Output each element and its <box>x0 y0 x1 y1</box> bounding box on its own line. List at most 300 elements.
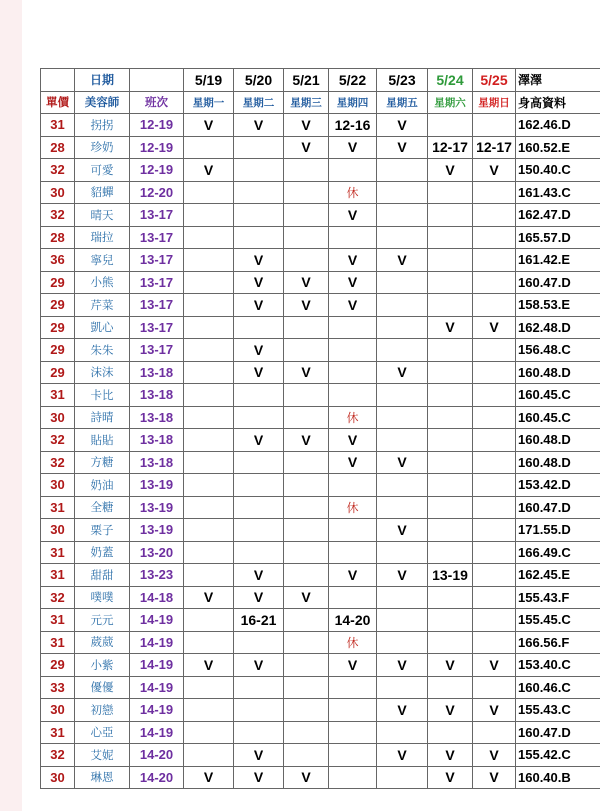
day-cell: V <box>329 451 377 474</box>
day-cell <box>284 249 329 272</box>
day-cell <box>284 226 329 249</box>
day-cell: V <box>234 339 284 362</box>
day-cell <box>234 721 284 744</box>
table-row <box>41 204 600 227</box>
day-cell <box>377 474 428 497</box>
day-cell: 休 <box>329 406 377 429</box>
height-data-cell: 166.49.C <box>516 541 600 564</box>
day-cell: V <box>284 136 329 159</box>
day-cell: V <box>329 136 377 159</box>
weekday-thu: 星期四 <box>329 91 377 114</box>
height-data-cell: 161.42.E <box>516 249 600 272</box>
date-sat: 5/24 <box>428 69 473 92</box>
day-cell: V <box>234 766 284 789</box>
height-data-cell: 158.53.E <box>516 294 600 317</box>
height-data-cell: 165.57.D <box>516 226 600 249</box>
shift-cell: 13-20 <box>130 541 184 564</box>
price-cell: 31 <box>41 631 75 654</box>
shift-cell: 13-17 <box>130 294 184 317</box>
height-data-cell: 160.47.D <box>516 496 600 519</box>
day-cell <box>473 519 516 542</box>
day-cell: V <box>377 519 428 542</box>
header-blank <box>41 69 75 92</box>
day-cell <box>284 474 329 497</box>
day-cell <box>473 676 516 699</box>
day-cell <box>473 541 516 564</box>
table-row <box>41 519 600 542</box>
table-row <box>41 451 600 474</box>
table-row <box>41 586 600 609</box>
stylist-name-cell: 栗子 <box>75 519 130 542</box>
price-cell: 30 <box>41 766 75 789</box>
price-cell: 31 <box>41 721 75 744</box>
day-cell <box>428 406 473 429</box>
day-cell <box>284 721 329 744</box>
day-cell <box>184 271 234 294</box>
stylist-name-cell: 奶蓋 <box>75 541 130 564</box>
height-data-cell: 160.48.D <box>516 361 600 384</box>
price-cell: 31 <box>41 114 75 137</box>
day-cell: V <box>377 361 428 384</box>
stylist-name-cell: 方糖 <box>75 451 130 474</box>
shift-cell: 13-17 <box>130 271 184 294</box>
day-cell: V <box>284 429 329 452</box>
day-cell <box>184 249 234 272</box>
shift-cell: 13-18 <box>130 406 184 429</box>
table-row <box>41 226 600 249</box>
price-cell: 28 <box>41 226 75 249</box>
day-cell <box>329 361 377 384</box>
day-cell <box>184 519 234 542</box>
day-cell <box>284 181 329 204</box>
height-data-cell: 160.45.C <box>516 406 600 429</box>
day-cell: V <box>184 159 234 182</box>
day-cell <box>184 406 234 429</box>
header-blank <box>130 69 184 92</box>
day-cell <box>428 496 473 519</box>
table-row <box>41 721 600 744</box>
day-cell <box>473 249 516 272</box>
price-cell: 31 <box>41 384 75 407</box>
table-row <box>41 114 600 137</box>
day-cell <box>329 744 377 767</box>
day-cell <box>377 271 428 294</box>
stylist-name-cell: 寧兒 <box>75 249 130 272</box>
price-cell: 30 <box>41 474 75 497</box>
day-cell <box>184 204 234 227</box>
price-cell: 29 <box>41 316 75 339</box>
day-cell <box>284 631 329 654</box>
shift-cell: 14-19 <box>130 699 184 722</box>
day-cell <box>284 699 329 722</box>
stylist-header: 美容師 <box>75 91 130 114</box>
day-cell <box>428 676 473 699</box>
table-row <box>41 766 600 789</box>
day-cell: V <box>184 654 234 677</box>
table-row <box>41 496 600 519</box>
day-cell: V <box>428 159 473 182</box>
day-cell: V <box>284 294 329 317</box>
day-cell <box>184 496 234 519</box>
stylist-name-cell: 卡比 <box>75 384 130 407</box>
day-cell <box>428 361 473 384</box>
table-row <box>41 609 600 632</box>
day-cell <box>473 474 516 497</box>
height-data-cell: 161.43.C <box>516 181 600 204</box>
shift-cell: 13-18 <box>130 361 184 384</box>
day-cell: V <box>234 564 284 587</box>
weekday-fri: 星期五 <box>377 91 428 114</box>
day-cell: V <box>329 294 377 317</box>
day-cell: V <box>428 654 473 677</box>
table-row <box>41 676 600 699</box>
height-data-cell: 162.45.E <box>516 564 600 587</box>
table-row <box>41 136 600 159</box>
table-row <box>41 384 600 407</box>
day-cell <box>428 294 473 317</box>
table-row <box>41 474 600 497</box>
day-cell: V <box>234 744 284 767</box>
day-cell <box>284 384 329 407</box>
height-data-cell: 160.40.B <box>516 766 600 789</box>
day-cell <box>184 429 234 452</box>
day-cell <box>428 541 473 564</box>
price-cell: 33 <box>41 676 75 699</box>
price-cell: 30 <box>41 699 75 722</box>
day-cell <box>184 631 234 654</box>
day-cell <box>473 564 516 587</box>
day-cell: V <box>284 586 329 609</box>
stylist-name-cell: 晴天 <box>75 204 130 227</box>
day-cell <box>184 339 234 362</box>
day-cell <box>184 316 234 339</box>
shift-cell: 13-17 <box>130 249 184 272</box>
day-cell <box>377 496 428 519</box>
day-cell <box>473 451 516 474</box>
day-cell <box>284 609 329 632</box>
date-wed: 5/21 <box>284 69 329 92</box>
price-cell: 31 <box>41 564 75 587</box>
day-cell <box>234 136 284 159</box>
stylist-name-cell: 凱心 <box>75 316 130 339</box>
day-cell <box>329 541 377 564</box>
day-cell: V <box>428 744 473 767</box>
table-row <box>41 429 600 452</box>
day-cell: V <box>329 564 377 587</box>
day-cell <box>234 316 284 339</box>
day-cell <box>234 384 284 407</box>
stylist-name-cell: 葳葳 <box>75 631 130 654</box>
extra-col-title: 澤澤 <box>516 69 600 92</box>
shift-cell: 14-19 <box>130 631 184 654</box>
shift-cell: 12-19 <box>130 114 184 137</box>
date-sun: 5/25 <box>473 69 516 92</box>
day-cell <box>329 676 377 699</box>
table-row <box>41 181 600 204</box>
price-cell: 29 <box>41 654 75 677</box>
day-cell <box>428 429 473 452</box>
day-cell: V <box>473 699 516 722</box>
weekday-sat: 星期六 <box>428 91 473 114</box>
price-cell: 30 <box>41 519 75 542</box>
day-cell <box>473 339 516 362</box>
day-cell <box>234 159 284 182</box>
price-cell: 32 <box>41 159 75 182</box>
height-data-cell: 171.55.D <box>516 519 600 542</box>
day-cell: 16-21 <box>234 609 284 632</box>
day-cell: V <box>428 316 473 339</box>
shift-cell: 12-19 <box>130 136 184 159</box>
stylist-name-cell: 心亞 <box>75 721 130 744</box>
day-cell <box>234 406 284 429</box>
table-row <box>41 744 600 767</box>
day-cell <box>284 451 329 474</box>
day-cell <box>184 136 234 159</box>
day-cell: V <box>473 316 516 339</box>
day-cell <box>184 226 234 249</box>
height-data-cell: 155.45.C <box>516 609 600 632</box>
height-data-cell: 160.47.D <box>516 721 600 744</box>
day-cell <box>377 766 428 789</box>
height-data-cell: 155.43.C <box>516 699 600 722</box>
day-cell <box>428 114 473 137</box>
price-cell: 31 <box>41 609 75 632</box>
height-data-cell: 162.48.D <box>516 316 600 339</box>
day-cell <box>428 474 473 497</box>
day-cell: V <box>329 429 377 452</box>
price-cell: 31 <box>41 496 75 519</box>
day-cell: V <box>184 114 234 137</box>
shift-cell: 14-19 <box>130 721 184 744</box>
stylist-name-cell: 噗噗 <box>75 586 130 609</box>
table-row <box>41 339 600 362</box>
price-cell: 36 <box>41 249 75 272</box>
day-cell: V <box>234 654 284 677</box>
day-cell <box>377 429 428 452</box>
day-cell: V <box>377 114 428 137</box>
day-cell: V <box>377 654 428 677</box>
day-cell: 13-19 <box>428 564 473 587</box>
height-data-cell: 162.47.D <box>516 204 600 227</box>
day-cell <box>473 294 516 317</box>
shift-cell: 13-18 <box>130 429 184 452</box>
day-cell: 14-20 <box>329 609 377 632</box>
stylist-name-cell: 珍奶 <box>75 136 130 159</box>
day-cell <box>473 586 516 609</box>
day-cell <box>284 339 329 362</box>
day-cell <box>377 721 428 744</box>
day-cell <box>377 294 428 317</box>
day-cell <box>329 339 377 362</box>
shift-cell: 13-19 <box>130 496 184 519</box>
height-data-cell: 160.45.C <box>516 384 600 407</box>
stylist-name-cell: 貼貼 <box>75 429 130 452</box>
table-row <box>41 631 600 654</box>
stylist-name-cell: 朱朱 <box>75 339 130 362</box>
height-data-cell: 155.42.C <box>516 744 600 767</box>
shift-cell: 13-18 <box>130 384 184 407</box>
day-cell: 休 <box>329 496 377 519</box>
day-cell <box>377 316 428 339</box>
price-cell: 32 <box>41 586 75 609</box>
stylist-name-cell: 詩晴 <box>75 406 130 429</box>
day-cell <box>377 406 428 429</box>
day-cell <box>234 204 284 227</box>
day-cell <box>473 204 516 227</box>
day-cell: V <box>428 699 473 722</box>
day-cell: V <box>473 159 516 182</box>
day-cell: V <box>329 271 377 294</box>
day-cell <box>329 519 377 542</box>
date-tue: 5/20 <box>234 69 284 92</box>
day-cell <box>377 226 428 249</box>
day-cell <box>184 384 234 407</box>
height-data-cell: 155.43.F <box>516 586 600 609</box>
day-cell <box>377 159 428 182</box>
table-row <box>41 406 600 429</box>
shift-cell: 13-17 <box>130 316 184 339</box>
table-row <box>41 541 600 564</box>
day-cell <box>377 586 428 609</box>
day-cell <box>329 474 377 497</box>
day-cell <box>473 181 516 204</box>
shift-cell: 13-19 <box>130 474 184 497</box>
day-cell <box>377 339 428 362</box>
day-cell: V <box>234 429 284 452</box>
day-cell <box>284 519 329 542</box>
day-cell <box>473 496 516 519</box>
shift-cell: 12-20 <box>130 181 184 204</box>
day-cell: V <box>234 586 284 609</box>
stylist-name-cell: 貂蟬 <box>75 181 130 204</box>
table-row <box>41 361 600 384</box>
price-cell: 30 <box>41 181 75 204</box>
day-cell <box>473 361 516 384</box>
day-cell <box>473 114 516 137</box>
day-cell <box>329 699 377 722</box>
day-cell <box>284 654 329 677</box>
day-cell <box>284 496 329 519</box>
day-cell <box>329 226 377 249</box>
date-label: 日期 <box>75 69 130 92</box>
day-cell: V <box>284 114 329 137</box>
height-data-cell: 160.52.E <box>516 136 600 159</box>
stylist-name-cell: 可愛 <box>75 159 130 182</box>
day-cell <box>329 384 377 407</box>
day-cell: V <box>473 744 516 767</box>
day-cell <box>234 451 284 474</box>
day-cell <box>473 384 516 407</box>
day-cell <box>329 586 377 609</box>
day-cell: V <box>329 249 377 272</box>
price-cell: 29 <box>41 361 75 384</box>
day-cell <box>184 699 234 722</box>
day-cell: V <box>284 271 329 294</box>
day-cell: V <box>329 204 377 227</box>
height-data-cell: 160.48.D <box>516 451 600 474</box>
stylist-name-cell: 艾妮 <box>75 744 130 767</box>
stylist-name-cell: 小紫 <box>75 654 130 677</box>
day-cell <box>184 609 234 632</box>
price-cell: 29 <box>41 294 75 317</box>
stylist-name-cell: 琳恩 <box>75 766 130 789</box>
price-cell: 30 <box>41 406 75 429</box>
table-row <box>41 271 600 294</box>
day-cell <box>428 631 473 654</box>
day-cell <box>428 181 473 204</box>
table-row <box>41 159 600 182</box>
day-cell <box>329 316 377 339</box>
day-cell <box>234 474 284 497</box>
day-cell <box>234 181 284 204</box>
day-cell <box>234 699 284 722</box>
shift-cell: 13-17 <box>130 339 184 362</box>
day-cell <box>184 564 234 587</box>
stylist-name-cell: 全糖 <box>75 496 130 519</box>
height-data-cell: 156.48.C <box>516 339 600 362</box>
day-cell <box>234 226 284 249</box>
day-cell: V <box>377 249 428 272</box>
table-row <box>41 564 600 587</box>
day-cell <box>473 429 516 452</box>
day-cell <box>428 204 473 227</box>
stylist-name-cell: 甜甜 <box>75 564 130 587</box>
day-cell: V <box>329 654 377 677</box>
shift-cell: 13-18 <box>130 451 184 474</box>
day-cell <box>428 271 473 294</box>
day-cell <box>284 406 329 429</box>
day-cell <box>184 474 234 497</box>
price-cell: 29 <box>41 271 75 294</box>
shift-cell: 13-17 <box>130 204 184 227</box>
weekday-tue: 星期二 <box>234 91 284 114</box>
height-data-cell: 160.47.D <box>516 271 600 294</box>
shift-cell: 13-17 <box>130 226 184 249</box>
day-cell <box>184 744 234 767</box>
height-data-cell: 166.56.F <box>516 631 600 654</box>
day-cell <box>184 721 234 744</box>
day-cell: V <box>234 114 284 137</box>
day-cell <box>184 361 234 384</box>
shift-cell: 14-18 <box>130 586 184 609</box>
day-cell <box>428 519 473 542</box>
day-cell <box>184 541 234 564</box>
date-mon: 5/19 <box>184 69 234 92</box>
day-cell <box>428 226 473 249</box>
date-fri: 5/23 <box>377 69 428 92</box>
day-cell <box>284 744 329 767</box>
day-cell: V <box>473 766 516 789</box>
day-cell: V <box>234 271 284 294</box>
shift-cell: 13-23 <box>130 564 184 587</box>
table-row <box>41 699 600 722</box>
day-cell <box>377 204 428 227</box>
stylist-name-cell: 拐拐 <box>75 114 130 137</box>
day-cell: V <box>234 361 284 384</box>
day-cell <box>234 519 284 542</box>
day-cell: V <box>473 654 516 677</box>
height-data-cell: 160.48.D <box>516 429 600 452</box>
price-cell: 29 <box>41 339 75 362</box>
schedule-table <box>40 68 600 789</box>
height-data-cell: 150.40.C <box>516 159 600 182</box>
day-cell <box>377 676 428 699</box>
stylist-name-cell: 優優 <box>75 676 130 699</box>
shift-cell: 14-19 <box>130 676 184 699</box>
day-cell <box>234 541 284 564</box>
day-cell <box>428 339 473 362</box>
day-cell: 12-16 <box>329 114 377 137</box>
